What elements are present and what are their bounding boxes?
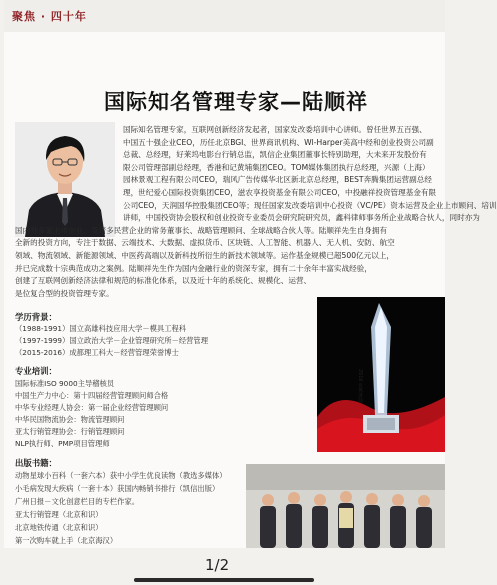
publications-heading: 出版书籍： (15, 458, 57, 468)
publication-item: 北京地铁传通（北京和识） (15, 523, 103, 532)
bio-line: 公司CEO，天润国华控股集团CEO等；现任国家发改委培训中心投资（VC/PE）资本运营及企业上市顾问、培训 (123, 200, 497, 210)
training-item: NLP执行师、PMP项目管理师 (15, 439, 110, 448)
publication-item: 动物星球小百科（一套六本）获中小学生优良读物（教选多媒体） (15, 471, 227, 480)
education-item: （1997-1999）国立政治大学－企业管理研究所－经营管理 (15, 336, 209, 345)
education-item: （1988-1991）国立高雄科技应用大学－模具工程科 (15, 324, 187, 333)
bio-line: 全新的投资方向，专注于数据、云端技术、大数据、虚拟货币、区块链、人工智能、机器人、无人机、安防、航空 (15, 238, 395, 248)
page-header-bar (4, 0, 445, 32)
bio-line: 理，世纪爱心国际投资集团CEO，滋农享投资基金有限公司CEO，中投融祥投资管理基金有限 (123, 187, 437, 197)
bio-line: 讲师，中国投资协会股权和创业投资专业委员会研究院研究员，鑫科律师事务所企业战略合伙人，同时亦为 (123, 213, 480, 223)
bio-line: 创建了互联网创新经济法律和规范的标准化体系，以及近十年的系统化、规模化、运营、 (15, 276, 312, 286)
group-photo (246, 464, 445, 548)
section-label: 聚焦 · 四十年 (12, 10, 87, 23)
bio-line: 国际知名管理专家，互联网创新经济发起者，国家发改委培训中心讲师。曾任世界五百强、 (123, 125, 427, 134)
trophy-photo (317, 297, 445, 452)
page-indicator: 1/2 (205, 556, 230, 574)
training-item: 国际标准ISO 9000主导稽核员 (15, 379, 115, 388)
document-page (4, 0, 497, 548)
bio-line: 总裁、总经理，好莱坞电影台行销总监，凯信企业集团董事长特别助理，大未来开发股份有 (123, 150, 427, 160)
training-item: 亚太行销管理协会：行销管理顾问 (15, 427, 125, 436)
training-item: 中华专业经理人协会：第一届企业经营管理顾问 (15, 403, 169, 412)
publication-item: 广州日报－文化创意栏目的专栏作家。 (15, 497, 140, 506)
education-item: （2015-2016）成都理工科大－经营管理荣誉博士 (15, 348, 179, 357)
training-item: 中国生产力中心：第十四届经营管理顾问师合格 (15, 391, 169, 400)
bio-line: 是位复合型的投资管理专家。 (15, 288, 114, 298)
bio-line: 领域、物流领域、新能源领域、中医药高端以及新科技所衍生的新技术领域等。运作基金规模已超500亿元以上， (15, 250, 394, 260)
publication-item: 亚太行销管理（北京和识） (15, 510, 103, 519)
home-indicator-bar[interactable] (134, 578, 314, 582)
publication-item: 小毛病发现大疾病（一套十本）获国内畅销书排行（凯信出版） (15, 484, 220, 493)
publication-item: 第一次购车就上手（北京海汉） (15, 536, 118, 545)
bio-line: 园林景观工程有限公司CEO，瑞风广告传媒华北区新北京总经理，BEST奔腾集团运营副总经 (123, 175, 432, 185)
bio-line: 并已完成数十宗典范成功之案例。陆顺祥先生作为国内金融行业的资深专家，拥有二十余年丰富实战经验， (15, 263, 372, 273)
education-heading: 学历背景： (15, 312, 57, 322)
bio-line: 限公司管理部副总经理，香港和记黄埔集团CEO。TOM媒体集团执行总经理，兴源（上海） (123, 162, 430, 172)
training-heading: 专业培训： (15, 366, 57, 376)
training-item: 中华民国物流协会：物流管理顾问 (15, 415, 125, 424)
bio-paragraph (15, 124, 497, 300)
bio-line: 中国五十强企业CEO，历任北京BGI、世界商讯机构、Wl-Harper美高中经和创业投资公司副 (123, 137, 434, 147)
article-title: 国际知名管理专家—陆顺祥 (104, 90, 368, 114)
bio-line: 国内外多家上市企业、及诸多民营企业的常务董事长、战略管理顾问、全球战略合伙人等。陆顺祥先生自身拥有 (15, 225, 388, 235)
trophy-inscription: 2016 优秀讲师 (357, 369, 363, 404)
